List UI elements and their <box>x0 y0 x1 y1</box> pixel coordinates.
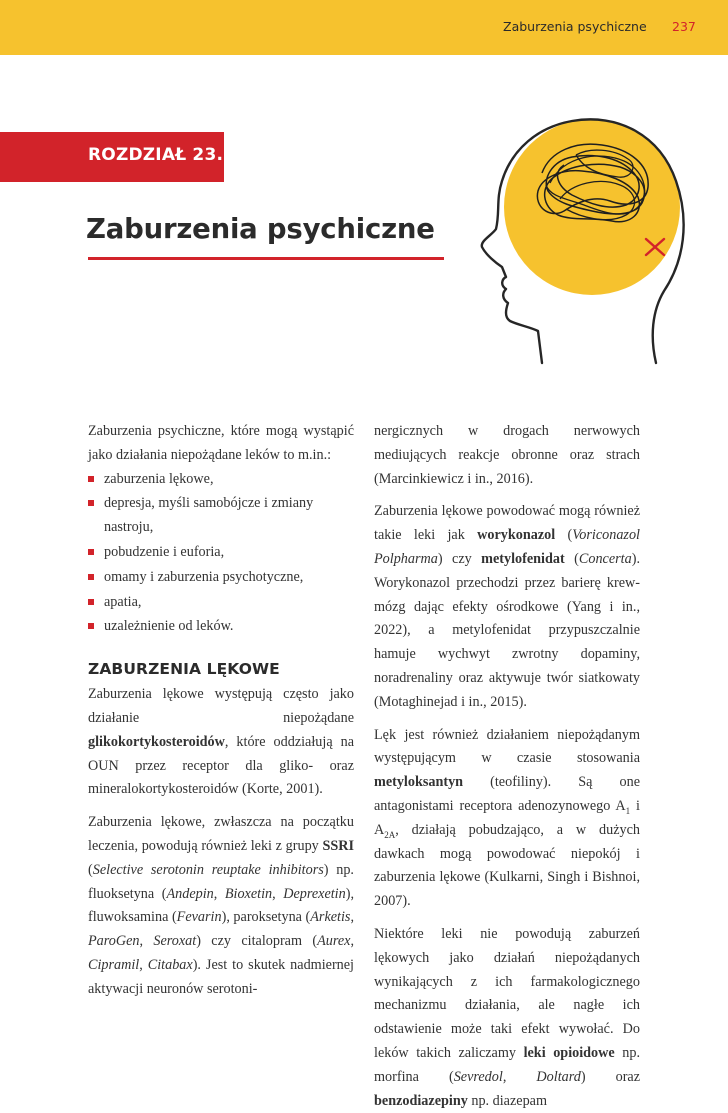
bullet-square-icon <box>88 599 94 605</box>
paragraph-glucocorticoids: Zaburzenia lękowe występują często jako działanie niepożądane glikokortykosteroidów, które oddziałują na OUN przez receptor dla gliko- oraz mineralokortykosteroidów (Korte, 2001). <box>88 686 354 798</box>
bullet-square-icon <box>88 549 94 555</box>
right-column <box>374 420 640 1113</box>
paragraph-methylxanthines: Lęk jest również działaniem niepożądanym występującym w czasie stosowania metyloksantyn (teofiliny). Są one antagonistami receptora adenozynowego $A_1$ i $A_{2A}$, działają pobudzająco, a w dużych dawkach mogą powodować niepokój i zaburzenia lękowe (Kulkarni, Singh i Bishnoi, 2007). <box>374 726 640 910</box>
list-item: apatia, <box>88 591 354 615</box>
bullet-square-icon <box>88 623 94 629</box>
title-underline <box>88 257 444 260</box>
chapter-label: ROZDZIAŁ 23. <box>88 145 224 165</box>
bullet-square-icon <box>88 476 94 482</box>
page-number: 237 <box>672 19 696 34</box>
paragraph-voriconazole: Zaburzenia lękowe powodować mogą również takie leki jak worykonazol (Voriconazol Polpharma) czy metylofenidat (Concerta). Worykonazol przechodzi przez barierę krew-mózg dając efekty ośrodkowe (Yang i in., 2022), a metylofenidat przypuszczalnie hamuje wychwyt zwrotny dopaminy, noradrenaliny oraz aktywuje twór siatkowaty (Motaghinejad i in., 2015). <box>374 503 640 710</box>
side-effects-list <box>88 468 354 640</box>
list-item: depresja, myśli samobójcze i zmiany nastroju, <box>88 492 354 540</box>
head-profile-tangled-thoughts-icon <box>480 95 690 365</box>
intro-paragraph: Zaburzenia psychiczne, które mogą wystąpić jako działania niepożądane leków to m.in.: <box>88 423 354 463</box>
paragraph-withdrawal: Niektóre leki nie powodują zaburzeń lękowych jako działań niepożądanych wynikających z ich farmakologicznego mechanizmu działania, ale nagłe ich odstawienie może taki efekt wywołać. Do leków takich zaliczamy leki opioidowe np. morfina (Sevredol, Doltard) oraz benzodiazepiny np. diazepam <box>374 925 641 1109</box>
bullet-square-icon <box>88 500 94 506</box>
section-heading: ZABURZENIA LĘKOWE <box>88 660 280 679</box>
list-item: zaburzenia lękowe, <box>88 468 354 492</box>
paragraph-ssri: Zaburzenia lękowe, zwłaszcza na początku leczenia, powodują również leki z grupy SSRI (Selective serotonin reuptake inhibitors) np. fluoksetyna (Andepin, Bioxetin, Deprexetin), fluwoksamina (Fevarin), paroksetyna (Arketis, ParoGen, Seroxat) czy citalopram (Aurex, Cipramil, Citabax). Jest to skutek nadmiernej aktywacji neuronów serotoni- <box>88 814 354 997</box>
list-item: uzależnienie od leków. <box>88 615 354 639</box>
list-item: pobudzenie i euforia, <box>88 541 354 565</box>
list-item: omamy i zaburzenia psychotyczne, <box>88 566 354 590</box>
left-column <box>88 420 354 1002</box>
running-title: Zaburzenia psychiczne <box>503 19 647 34</box>
bullet-square-icon <box>88 574 94 580</box>
paragraph-serotonergic: nergicznych w drogach nerwowych mediujących reakcje obronne oraz strach (Marcinkiewicz i in., 2016). <box>374 423 640 487</box>
chapter-title: Zaburzenia psychiczne <box>86 213 435 245</box>
